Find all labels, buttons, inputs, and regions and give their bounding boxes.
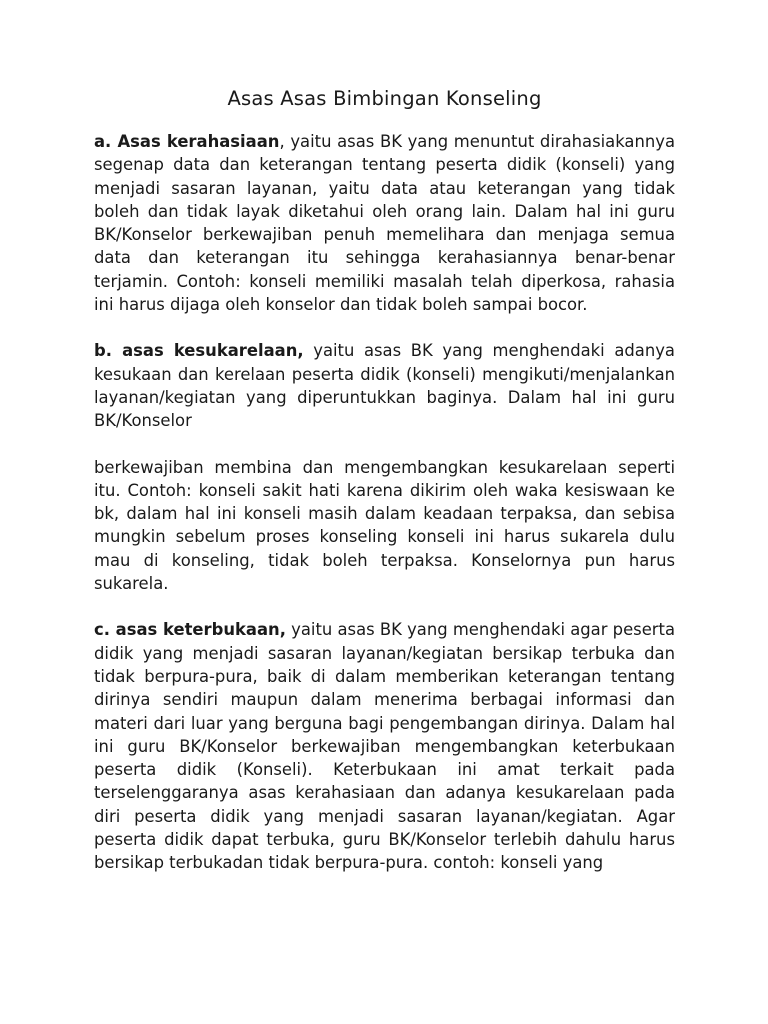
section-c-paragraph bbox=[94, 618, 675, 874]
section-b-paragraph bbox=[94, 339, 675, 432]
section-a-heading: a. Asas kerahasiaan bbox=[94, 132, 280, 151]
section-b-body: yaitu asas BK yang menghendaki adanya kesukaan dan kerelaan peserta didik (konseli) mengikuti/menjalankan layanan/kegiatan yang diperuntukkan baginya. Dalam hal ini guru BK/Konselor bbox=[94, 341, 675, 431]
section-a-paragraph bbox=[94, 130, 675, 316]
document-page bbox=[94, 86, 675, 898]
section-b-continuation-paragraph bbox=[94, 456, 675, 596]
section-b-continuation-body: berkewajiban membina dan mengembangkan kesukarelaan seperti itu. Contoh: konseli sakit hati karena dikirim oleh waka kesiswaan ke bk, dalam hal ini konseli masih dalam keadaan terpaksa, dan sebisa mungkin sebelum proses konseling konseli ini harus sukarela dulu mau di konseling, tidak boleh terpaksa. Konselornya pun harus sukarela. bbox=[94, 457, 675, 594]
page-title: Asas Asas Bimbingan Konseling bbox=[227, 87, 542, 110]
section-a-body: , yaitu asas BK yang menuntut dirahasiakannya segenap data dan keterangan tentang peserta didik (konseli) yang menjadi sasaran layanan, yaitu data atau keterangan yang tidak boleh dan tidak layak diketahui oleh orang lain. Dalam hal ini guru BK/Konselor berkewajiban penuh memelihara dan menjaga semua data dan keterangan itu sehingga kerahasiannya benar-benar terjamin. Contoh: konseli memiliki masalah telah diperkosa, rahasia ini harus dijaga oleh konselor dan tidak boleh sampai bocor. bbox=[94, 132, 675, 315]
section-c-heading: c. asas keterbukaan, bbox=[94, 620, 286, 640]
section-b-heading: b. asas kesukarelaan, bbox=[94, 341, 304, 361]
section-c-body: yaitu asas BK yang menghendaki agar peserta didik yang menjadi sasaran layanan/kegiatan bersikap terbuka dan tidak berpura-pura, baik di dalam memberikan keterangan tentang dirinya sendiri maupun dalam menerima berbagai informasi dan materi dari luar yang berguna bagi pengembangan dirinya. Dalam hal ini guru BK/Konselor berkewajiban mengembangkan keterbukaan peserta didik (Konseli). Keterbukaan ini amat terkait pada terselenggaranya asas kerahasiaan dan adanya kesukarelaan pada diri peserta didik yang menjadi sasaran layanan/kegiatan. Agar peserta didik dapat terbuka, guru BK/Konselor terlebih dahulu harus bersikap terbukadan tidak berpura-pura. contoh: konseli yang bbox=[94, 620, 676, 873]
